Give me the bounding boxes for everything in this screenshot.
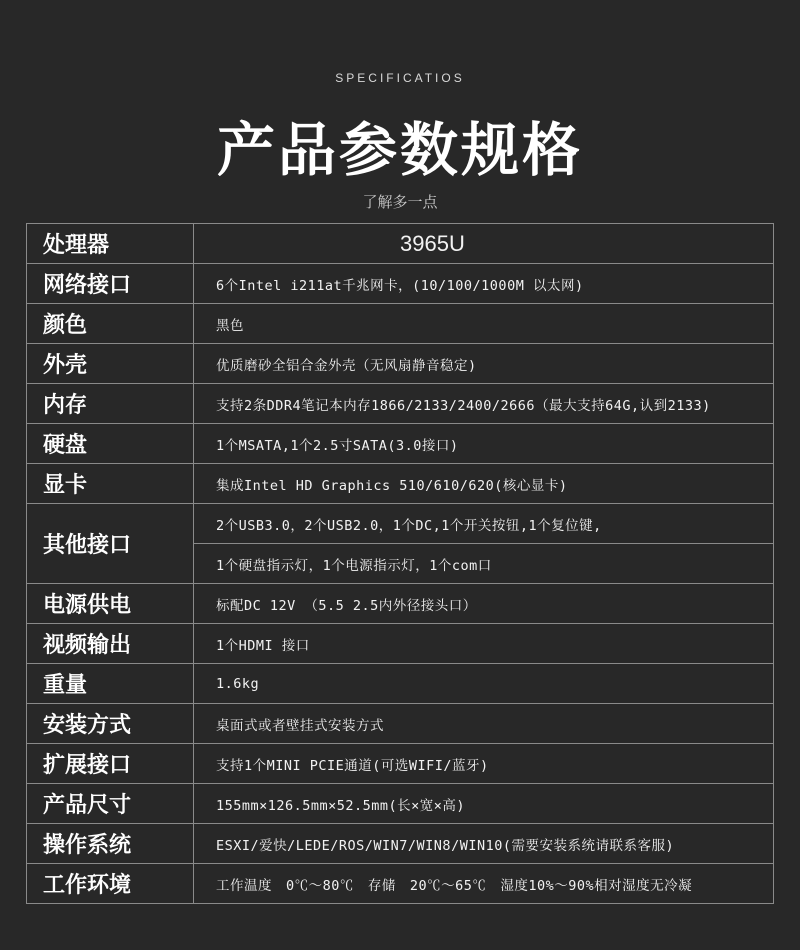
table-row: [27, 584, 774, 624]
spec-label: 处理器: [27, 224, 194, 264]
spec-value: 6个Intel i211at千兆网卡，(10/100/1000M 以太网): [194, 264, 774, 304]
spec-label: 其他接口: [27, 504, 194, 584]
spec-table: [26, 223, 774, 904]
spec-label: 网络接口: [27, 264, 194, 304]
spec-value: 集成Intel HD Graphics 510/610/620(核心显卡): [194, 464, 774, 504]
table-row: [27, 304, 774, 344]
page-title: 产品参数规格: [216, 116, 583, 184]
table-row: [27, 424, 774, 464]
spec-value: 1个硬盘指示灯，1个电源指示灯，1个com口: [194, 544, 774, 584]
spec-value: 2个USB3.0，2个USB2.0，1个DC,1个开关按钮,1个复位键,: [194, 504, 774, 544]
spec-label: 操作系统: [27, 824, 194, 864]
table-row: [27, 344, 774, 384]
spec-value: 桌面式或者壁挂式安装方式: [194, 704, 774, 744]
spec-value: 标配DC 12V （5.5 2.5内外径接头口）: [194, 584, 774, 624]
spec-value: 支持1个MINI PCIE通道(可选WIFI/蓝牙): [194, 744, 774, 784]
spec-label: 颜色: [27, 304, 194, 344]
spec-value: 155mm×126.5mm×52.5mm(长×宽×高): [194, 784, 774, 824]
page-subtitle: 了解多一点: [362, 193, 438, 211]
table-row: [27, 504, 774, 544]
spec-value: 3965U: [194, 224, 774, 264]
table-row: [27, 384, 774, 424]
table-row: [27, 464, 774, 504]
table-row: [27, 224, 774, 264]
spec-label: 产品尺寸: [27, 784, 194, 824]
table-row: [27, 624, 774, 664]
spec-value: 1个HDMI 接口: [194, 624, 774, 664]
spec-label: 显卡: [27, 464, 194, 504]
spec-label: 电源供电: [27, 584, 194, 624]
table-row: [27, 744, 774, 784]
spec-label: 内存: [27, 384, 194, 424]
spec-value: 1.6kg: [194, 664, 774, 704]
spec-label: 扩展接口: [27, 744, 194, 784]
spec-label: 视频输出: [27, 624, 194, 664]
spec-value: 支持2条DDR4笔记本内存1866/2133/2400/2666（最大支持64G,认到2133): [194, 384, 774, 424]
spec-value: 1个MSATA,1个2.5寸SATA(3.0接口): [194, 424, 774, 464]
spec-value: 优质磨砂全铝合金外壳（无风扇静音稳定): [194, 344, 774, 384]
spec-label: 外壳: [27, 344, 194, 384]
table-row: [27, 784, 774, 824]
eyebrow-text: SPECIFICATIOS: [335, 71, 465, 85]
table-row: [27, 864, 774, 904]
spec-label: 硬盘: [27, 424, 194, 464]
spec-value: ESXI/爱快/LEDE/ROS/WIN7/WIN8/WIN10(需要安装系统请联系客服): [194, 824, 774, 864]
table-row: [27, 664, 774, 704]
spec-label: 工作环境: [27, 864, 194, 904]
spec-label: 重量: [27, 664, 194, 704]
spec-label: 安装方式: [27, 704, 194, 744]
table-row: [27, 264, 774, 304]
table-row: [27, 824, 774, 864]
table-row: [27, 704, 774, 744]
spec-value: 黑色: [194, 304, 774, 344]
spec-value: 工作温度 0℃～80℃ 存储 20℃～65℃ 湿度10%～90%相对湿度无冷凝: [194, 864, 774, 904]
